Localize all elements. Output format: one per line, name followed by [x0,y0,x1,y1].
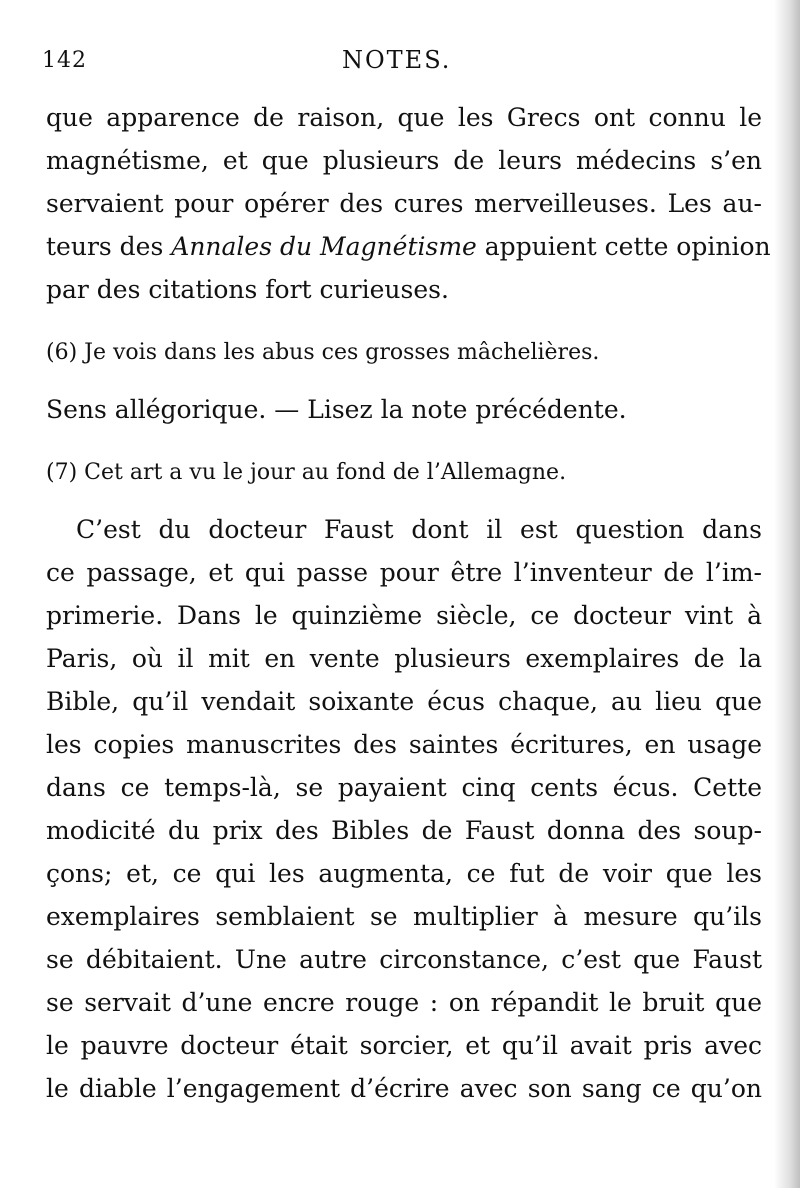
text-line: que apparence de raison, que les Grecs ont connu le [46,103,762,132]
page-header [42,42,762,82]
text-line: primerie. Dans le quinzième siècle, ce docteur vint à [46,601,762,630]
text-line: se servait d’une encre rouge : on répandit le bruit que [46,988,762,1017]
text-line-with-title [46,225,771,268]
text-line: servaient pour opérer des cures merveilleuses. Les au- [46,189,762,218]
note-7-heading: (7) Cet art a vu le jour au fond de l’Allemagne. [46,460,567,485]
text-line: Paris, où il mit en vente plusieurs exemplaires de la [46,644,762,673]
text-line: modicité du prix des Bibles de Faust donna des soup- [46,816,762,845]
note-6-heading: (6) Je vois dans les abus ces grosses mâchelières. [46,340,600,365]
text-line: le diable l’engagement d’écrire avec son sang ce qu’on [46,1074,762,1103]
text-line: ce passage, et qui passe pour être l’inventeur de l’im- [46,558,762,587]
text-line: se débitaient. Une autre circonstance, c’est que Faust [46,945,762,974]
page-edge-shadow [774,0,800,1188]
text-line: dans ce temps-là, se payaient cinq cents écus. Cette [46,773,762,802]
page-body [46,96,771,1110]
text-line: exemplaires semblaient se multiplier à mesure qu’ils [46,902,762,931]
text-line: Bible, qu’il vendait soixante écus chaque, au lieu que [46,687,762,716]
text-line: le pauvre docteur était sorcier, et qu’il avait pris avec [46,1031,762,1060]
text-line: par des citations fort curieuses. [46,275,449,304]
text-fragment: appuient cette opinion [484,232,771,261]
text-fragment: teurs des [46,232,164,261]
text-line: çons; et, ce qui les augmenta, ce fut de voir que les [46,859,762,888]
text-line: C’est du docteur Faust dont il est question dans [76,515,762,544]
running-head: NOTES. [342,46,452,74]
paragraph-continuation [46,96,771,311]
text-line: les copies manuscrites des saintes écritures, en usage [46,730,762,759]
text-line: magnétisme, et que plusieurs de leurs médecins s’en [46,146,762,175]
book-title: Annales du Magnétisme [171,232,477,261]
note-6-text: Sens allégorique. — Lisez la note précédente. [46,395,627,424]
note-7-paragraph [46,508,762,1110]
page-number: 142 [42,48,87,73]
